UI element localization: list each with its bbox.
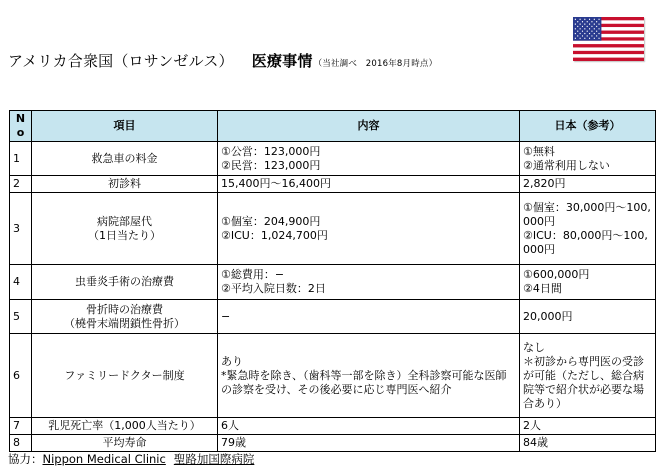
row-content: あり *緊急時を除き、（歯科等一部を除き）全科診察可能な医師の診察を受け、その後必要に応じ専門医へ紹介 xyxy=(218,334,520,418)
flag-star xyxy=(575,23,576,24)
flag-stripe xyxy=(573,44,644,47)
row-number: 3 xyxy=(10,193,32,265)
flag-star xyxy=(589,38,590,39)
column-header-content: 内容 xyxy=(218,111,520,142)
flag-star xyxy=(582,21,583,22)
row-item: 初診料 xyxy=(32,176,218,193)
flag-star xyxy=(594,19,595,20)
row-number: 1 xyxy=(10,142,32,176)
flag-star xyxy=(584,23,585,24)
flag-star xyxy=(587,26,588,27)
flag-stripe xyxy=(573,54,644,57)
flag-star xyxy=(594,33,595,34)
flag-star xyxy=(580,28,581,29)
flag-star xyxy=(589,28,590,29)
row-content: 79歳 xyxy=(218,435,520,452)
flag-star xyxy=(591,31,592,32)
flag-star xyxy=(591,21,592,22)
flag-stripe xyxy=(573,47,644,50)
table-header-row xyxy=(10,111,656,142)
row-japan: 2,820円 xyxy=(520,176,656,193)
flag-star xyxy=(582,35,583,36)
row-content: ①個室：204,900円 ②ICU：1,024,700円 xyxy=(218,193,520,265)
flag-star xyxy=(584,38,585,39)
flag-star xyxy=(577,26,578,27)
flag-star xyxy=(582,31,583,32)
flag-star xyxy=(589,23,590,24)
row-japan: なし ＊初診から専門医の受診が可能（ただし、総合病院等で紹介状が必要な場合あり） xyxy=(520,334,656,418)
row-japan: 84歳 xyxy=(520,435,656,452)
row-japan: 2人 xyxy=(520,418,656,435)
table-row xyxy=(10,265,656,300)
table-row xyxy=(10,142,656,176)
flag-star xyxy=(591,26,592,27)
row-number: 5 xyxy=(10,300,32,334)
page-title-main: アメリカ合衆国（ロサンゼルス） xyxy=(8,52,234,70)
row-number: 4 xyxy=(10,265,32,300)
row-number: 6 xyxy=(10,334,32,418)
flag-star xyxy=(596,31,597,32)
row-content: 15,400円～16,400円 xyxy=(218,176,520,193)
flag-star xyxy=(584,19,585,20)
row-content: − xyxy=(218,300,520,334)
flag-star xyxy=(596,35,597,36)
flag-star xyxy=(598,28,599,29)
table-row xyxy=(10,300,656,334)
flag-stripe xyxy=(573,58,644,61)
flag-star xyxy=(580,38,581,39)
flag-star xyxy=(584,33,585,34)
column-header-japan: 日本（参考） xyxy=(520,111,656,142)
flag-star xyxy=(580,19,581,20)
page-title-note: （当社調べ 2016年8月時点） xyxy=(313,59,438,69)
row-content: ①総費用：− ②平均入院日数：2日 xyxy=(218,265,520,300)
flag-star xyxy=(596,26,597,27)
flag-star xyxy=(594,28,595,29)
flag-star xyxy=(587,21,588,22)
medical-info-table xyxy=(9,110,656,452)
flag-stripe xyxy=(573,41,644,44)
flag-star xyxy=(587,31,588,32)
footer-label: 協力： xyxy=(8,452,43,466)
table-row xyxy=(10,435,656,452)
flag-star xyxy=(577,21,578,22)
credit-link-nippon-medical-clinic[interactable]: Nippon Medical Clinic xyxy=(42,452,166,466)
us-flag-icon xyxy=(573,17,644,61)
flag-star xyxy=(577,35,578,36)
flag-star xyxy=(577,31,578,32)
flag-star xyxy=(580,33,581,34)
column-header-item: 項目 xyxy=(32,111,218,142)
flag-canton xyxy=(573,17,601,41)
table-row xyxy=(10,418,656,435)
column-header-no: No xyxy=(10,111,32,142)
page-title-topic: 医療事情 xyxy=(251,52,313,70)
page-title xyxy=(8,50,437,71)
flag-star xyxy=(589,19,590,20)
row-item: 救急車の料金 xyxy=(32,142,218,176)
flag-star xyxy=(598,33,599,34)
flag-star xyxy=(575,38,576,39)
row-japan: ①無料 ②通常利用しない xyxy=(520,142,656,176)
row-number: 8 xyxy=(10,435,32,452)
flag-star xyxy=(575,28,576,29)
row-item: 虫垂炎手術の治療費 xyxy=(32,265,218,300)
row-content: ①公営：123,000円 ②民営：123,000円 xyxy=(218,142,520,176)
flag-star xyxy=(598,19,599,20)
flag-stripe xyxy=(573,51,644,54)
flag-star xyxy=(580,23,581,24)
flag-star xyxy=(594,23,595,24)
flag-star xyxy=(594,38,595,39)
row-item: 骨折時の治療費 （橈骨末端閉鎖性骨折） xyxy=(32,300,218,334)
flag-star xyxy=(598,23,599,24)
flag-star xyxy=(575,19,576,20)
flag-star xyxy=(575,33,576,34)
row-number: 7 xyxy=(10,418,32,435)
flag-star xyxy=(596,21,597,22)
flag-star xyxy=(591,35,592,36)
row-content: 6人 xyxy=(218,418,520,435)
table-row xyxy=(10,176,656,193)
table-row xyxy=(10,334,656,418)
flag-star xyxy=(598,38,599,39)
row-japan: ①個室：30,000円～100,000円 ②ICU：80,000円～100,000円 xyxy=(520,193,656,265)
row-item: ファミリードクター制度 xyxy=(32,334,218,418)
row-item: 乳児死亡率（1,000人当たり） xyxy=(32,418,218,435)
row-item: 平均寿命 xyxy=(32,435,218,452)
row-japan: ①600,000円 ②4日間 xyxy=(520,265,656,300)
row-number: 2 xyxy=(10,176,32,193)
flag-star xyxy=(582,26,583,27)
row-item: 病院部屋代 （1日当たり） xyxy=(32,193,218,265)
flag-star xyxy=(584,28,585,29)
row-japan: 20,000円 xyxy=(520,300,656,334)
flag-star xyxy=(589,33,590,34)
table-row xyxy=(10,193,656,265)
footer-credits xyxy=(8,451,254,467)
flag-star xyxy=(587,35,588,36)
credit-link-st-lukes[interactable]: 聖路加国際病院 xyxy=(173,452,255,466)
